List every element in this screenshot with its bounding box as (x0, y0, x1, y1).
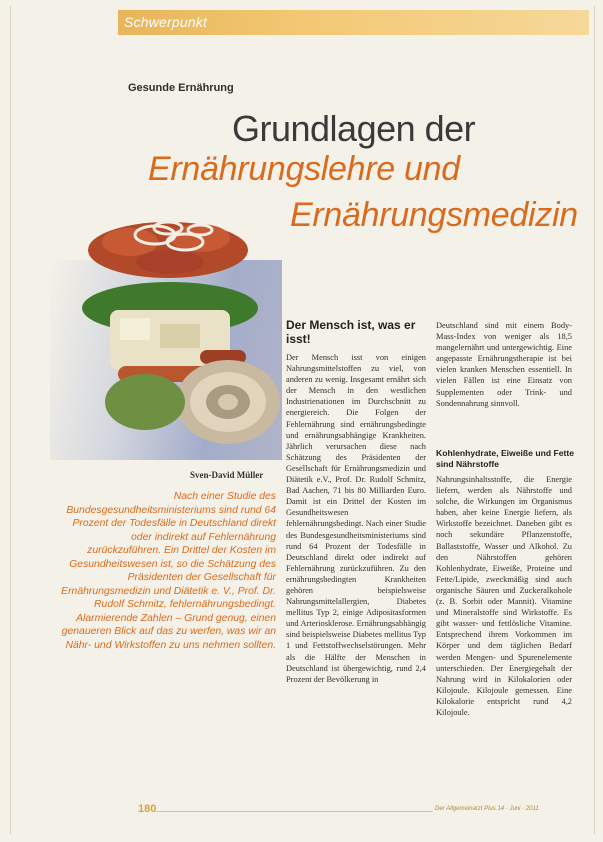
section-label: Schwerpunkt (124, 14, 208, 30)
section-2-text: Nahrungsinhaltsstoffe, die Energie liefern, werden als Nährstoffe und solche, die Wirkungen im Organismus haben, aber keine Energie liefern, als Wirkstoffe bezeichnet. Daneben gibt es noch sekundäre Pflanzenstoffe, Ballaststoffe, Wasser und Alkohol. Zu den Nährstoffen gehören Kohlenhydrate, Eiweiße, Proteine und Fette/Lipide, zweckmäßig sind auch organische Säuren und Zuckeralkohole (z. B. Sorbit oder Mannit). Vitamine und Mineralstoffe sind Wirkstoffe. Es gibt wasser- und fettlösliche Vitamine. Entsprechend ihrem Vorkommen im Körper und dem täglichen Bedarf werden Mengen- und Spurenelemente unterschieden. Der Energiegehalt der Nahrung wird in Kilokalorien oder Kilojoule. Kilojoule gemessen. Eine Kilokalorie entspricht rund 4,2 Kilojoule. (436, 475, 572, 717)
kicker: Gesunde Ernährung (128, 82, 234, 94)
footer-rule (156, 811, 432, 812)
section-2-heading: Kohlenhydrate, Eiweiße und Fette sind Nährstoffe (436, 448, 574, 469)
section-1-heading: Der Mensch ist, was er isst! (286, 318, 416, 346)
title-line-1: Grundlagen der (232, 108, 476, 149)
food-photo (50, 190, 290, 470)
page-number: 180 (138, 803, 157, 815)
intro-text: Nach einer Studie des Bundesgesundheitsministeriums sind rund 64 Prozent der Todesfälle in Deutschland direkt oder indirekt auf Fehlernährung zurückzuführen. Ein Drittel der Kosten im Gesundheitswesen ist, so die Schätzung des Präsidenten der Gesellschaft für Ernährungsmedizin und Diätetik e. V., Prof. Dr. Rudolf Schmitz, fehlernährungsbedingt. Alarmierende Zahlen – Grund genug, einen genaueren Blick auf das zu werfen, was wir an Nähr- und Wirkstoffen zu uns nehmen sollten. (61, 491, 276, 651)
greens-base (105, 374, 185, 430)
title-line-2: Ernährungslehre und (148, 150, 460, 188)
footer-source: Der Allgemeinarzt Plus 14 · Juni · 2011 (435, 806, 539, 812)
author-name: Sven-David Müller (190, 470, 264, 480)
title-line-3: Ernährungsmedizin (290, 196, 578, 234)
stacked-food-illustration (50, 190, 290, 470)
column-3-text: Deutschland sind mit einem Body-Mass-Index von weniger als 18,5 mangelernährt und untergewichtig. Eine angepasste Ernährungstherapie ist bei vielen kranken Menschen essentiell. In vielen Fällen ist eine Einsatz von Supplementen oder Trink- und Sondennahrung sinnvoll. (436, 321, 572, 408)
section-1-text: Der Mensch isst von einigen Nahrungsmittelstoffen zu viel, von anderen zu wenig. Insgesamt ernährt sich der Mensch in den westlichen Industrienationen im Durchschnitt zu energiereich. Die Folgen der Fehlernährung sind ernährungsbedingte und ernährungsabhängige Krankheiten. Jährlich verursachen diese nach Schätzung des Präsidenten der Gesellschaft für Ernährungsmedizin und Diätetik e.V., Prof. Dr. Rudolf Schmitz, Bad Aachen, 71 bis 80 Milliarden Euro. Damit ist ein Drittel der Kosten im Gesundheitswesen fehlernährungsbedingt. Nach einer Studie des Bundesgesundheitsministeriums sind rund 64 Prozent der Todesfälle in Deutschland direkt oder indirekt auf Fehlernährung zurückzuführen. Zu den ernährungsbedingten Krankheiten gehören beispielsweise Nahrungsmittelallergien, Diabetes mellitus Typ 2, einige Adipositasformen und Arteriosklerose. Ernährungsabhängig sind beispielsweise Diabetes mellitus Typ 1 und Fettstoffwechselstörungen. Mehr als die Hälfte der Menschen in Deutschland ist übergewichtig, rund 2,4 Prozent der Bevölkerung in (286, 353, 426, 684)
